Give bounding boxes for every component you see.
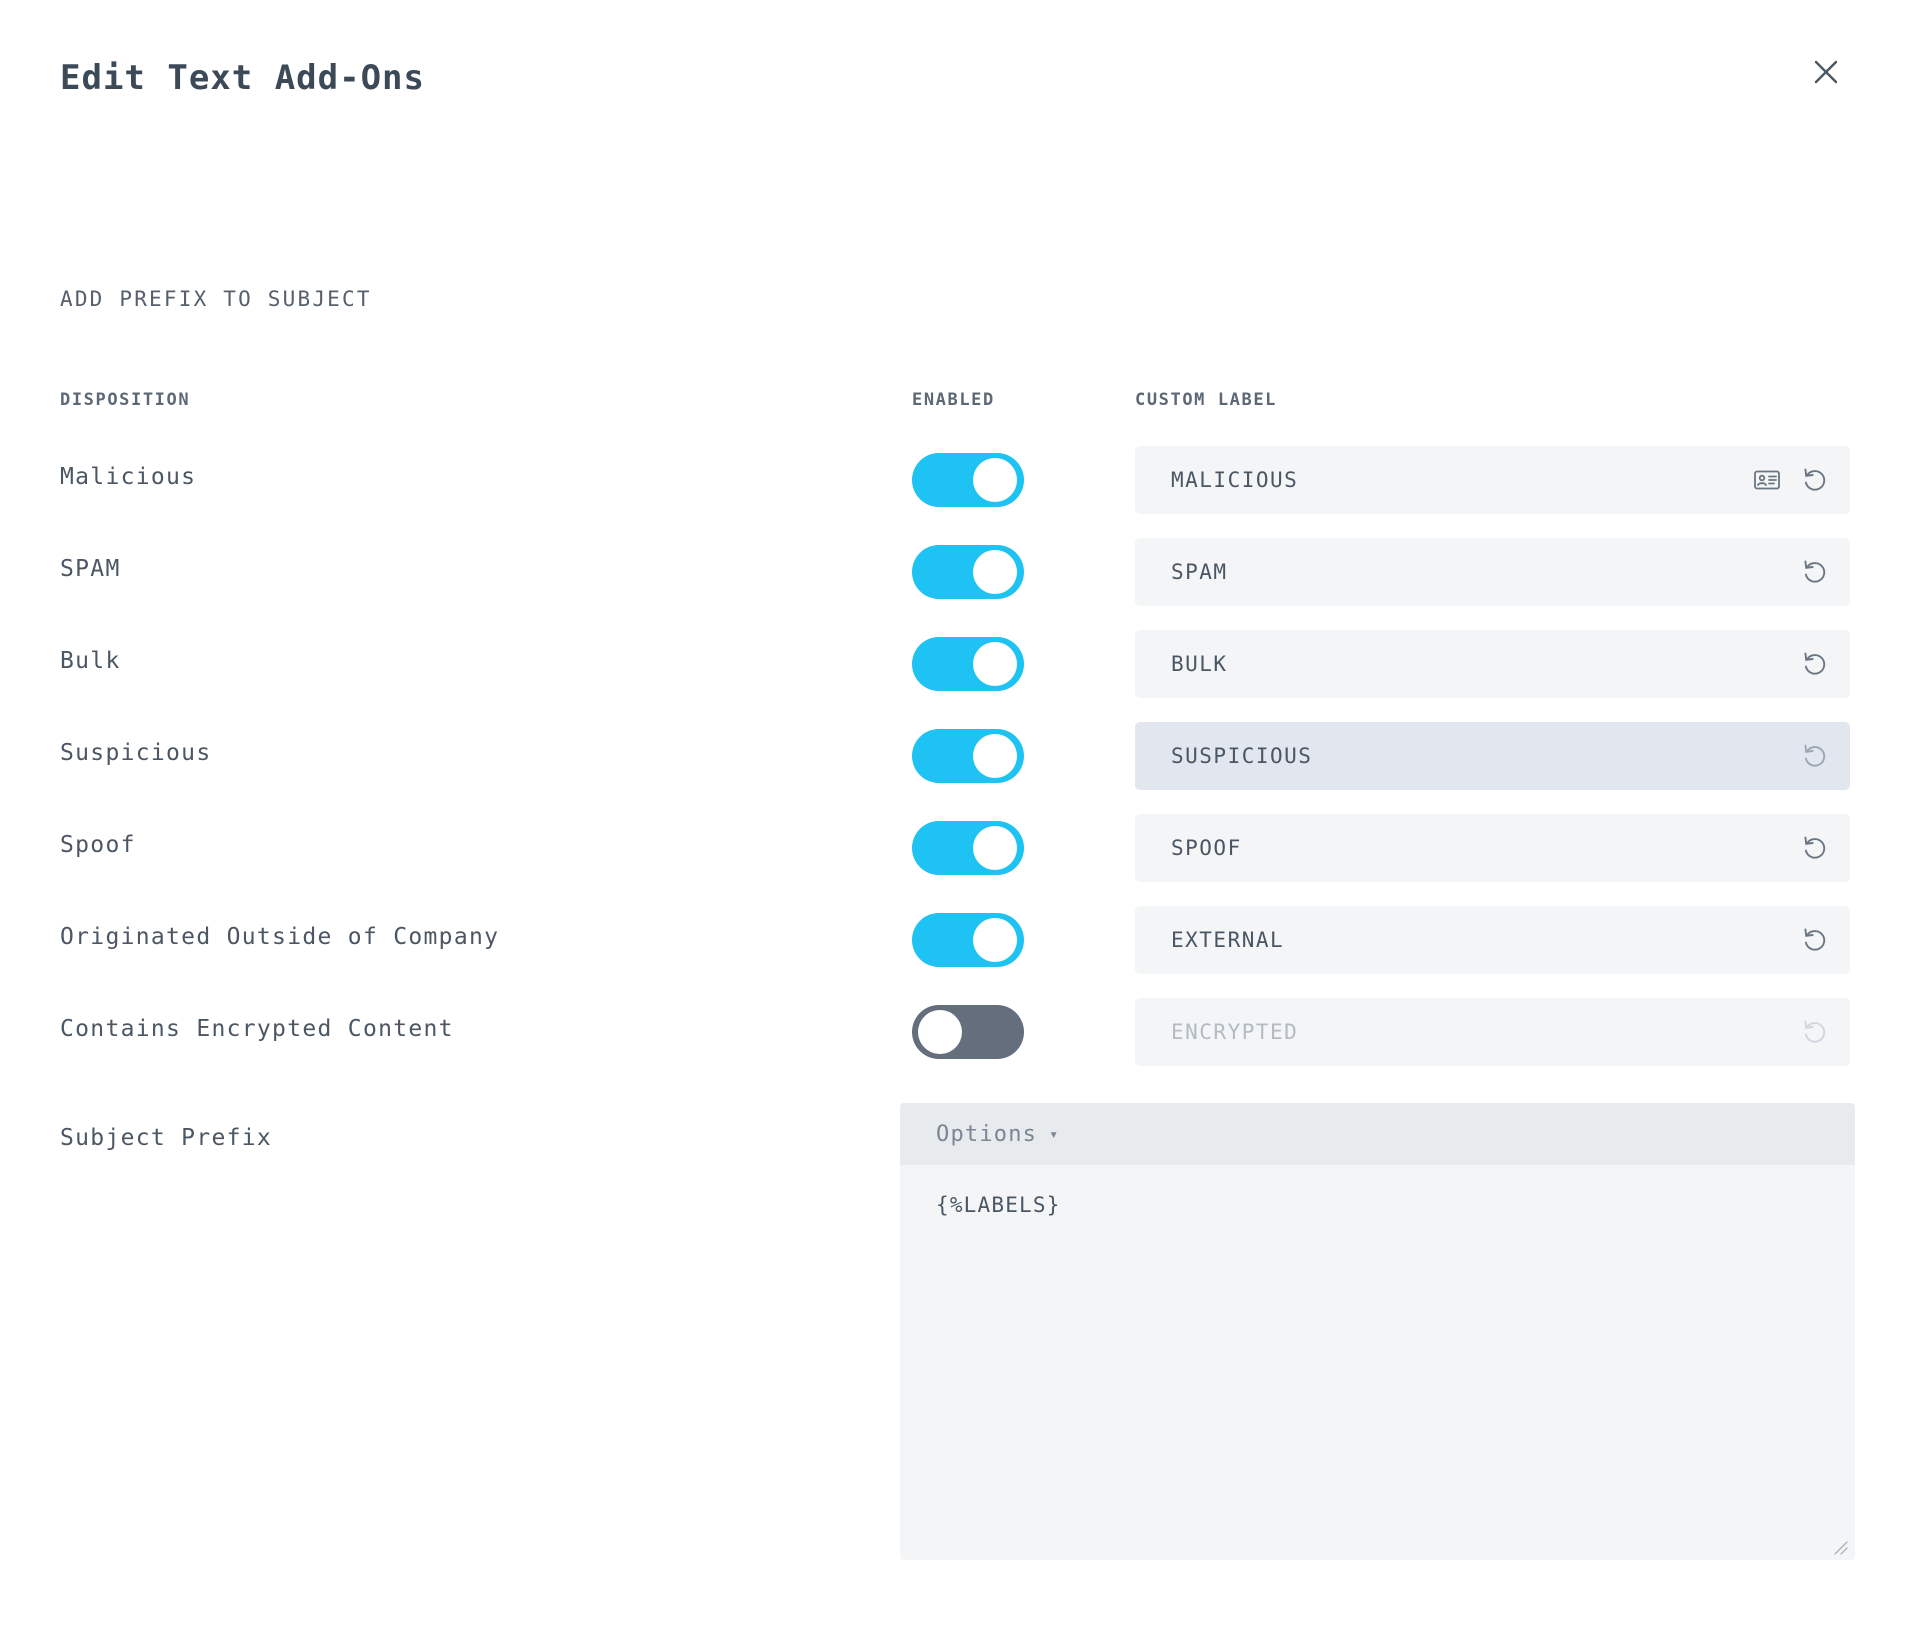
subject-prefix-textarea[interactable] bbox=[900, 1165, 1855, 1560]
disposition-table bbox=[60, 390, 1850, 1086]
reset-icon[interactable] bbox=[1798, 647, 1832, 681]
subject-prefix-label: Subject Prefix bbox=[60, 1125, 273, 1151]
custom-label-field-contains-encrypted[interactable] bbox=[1135, 998, 1850, 1066]
enabled-toggle-spoof[interactable] bbox=[912, 821, 1024, 875]
custom-label-field-suspicious[interactable] bbox=[1135, 722, 1850, 790]
custom-label-field-malicious[interactable] bbox=[1135, 446, 1850, 514]
chevron-down-icon: ▾ bbox=[1049, 1124, 1060, 1143]
section-label: ADD PREFIX TO SUBJECT bbox=[60, 287, 372, 311]
custom-label-field-bulk[interactable] bbox=[1135, 630, 1850, 698]
enabled-toggle-suspicious[interactable] bbox=[912, 729, 1024, 783]
enabled-toggle-spam[interactable] bbox=[912, 545, 1024, 599]
column-header-enabled: ENABLED bbox=[912, 390, 995, 410]
custom-label-field-spam[interactable] bbox=[1135, 538, 1850, 606]
toggle-knob bbox=[973, 918, 1017, 962]
reset-icon[interactable] bbox=[1798, 463, 1832, 497]
table-row bbox=[60, 994, 1850, 1086]
row-label-contains-encrypted: Contains Encrypted Content bbox=[60, 1016, 454, 1042]
editor-toolbar bbox=[900, 1103, 1855, 1165]
field-icon-group bbox=[1798, 739, 1832, 773]
subject-prefix-editor bbox=[900, 1103, 1855, 1560]
column-header-disposition: DISPOSITION bbox=[60, 390, 191, 410]
toggle-knob bbox=[973, 550, 1017, 594]
table-row bbox=[60, 902, 1850, 994]
field-icon-group bbox=[1750, 463, 1832, 497]
field-icon-group bbox=[1798, 831, 1832, 865]
custom-label-field-spoof[interactable] bbox=[1135, 814, 1850, 882]
close-icon[interactable] bbox=[1804, 50, 1848, 94]
custom-label-value: MALICIOUS bbox=[1171, 468, 1299, 492]
field-icon-group bbox=[1798, 555, 1832, 589]
subject-prefix-value: {%LABELS} bbox=[936, 1193, 1061, 1217]
table-row bbox=[60, 718, 1850, 810]
custom-label-value: SUSPICIOUS bbox=[1171, 744, 1313, 768]
custom-label-value: EXTERNAL bbox=[1171, 928, 1285, 952]
custom-label-value: ENCRYPTED bbox=[1171, 1020, 1299, 1044]
row-label-spam: SPAM bbox=[60, 556, 121, 582]
table-header-row bbox=[60, 390, 1850, 442]
field-icon-group bbox=[1798, 647, 1832, 681]
options-label: Options bbox=[936, 1121, 1038, 1147]
reset-icon[interactable] bbox=[1798, 923, 1832, 957]
enabled-toggle-originated-outside[interactable] bbox=[912, 913, 1024, 967]
dialog-header bbox=[60, 58, 425, 98]
custom-label-value: SPAM bbox=[1171, 560, 1228, 584]
field-icon-group bbox=[1798, 1015, 1832, 1049]
insert-variable-icon[interactable] bbox=[1750, 463, 1784, 497]
resize-handle-icon[interactable] bbox=[1831, 1538, 1849, 1556]
row-label-spoof: Spoof bbox=[60, 832, 136, 858]
reset-icon[interactable] bbox=[1798, 555, 1832, 589]
custom-label-field-originated-outside[interactable] bbox=[1135, 906, 1850, 974]
field-icon-group bbox=[1798, 923, 1832, 957]
toggle-knob bbox=[918, 1010, 962, 1054]
table-row bbox=[60, 534, 1850, 626]
custom-label-value: BULK bbox=[1171, 652, 1228, 676]
table-row bbox=[60, 626, 1850, 718]
reset-icon[interactable] bbox=[1798, 739, 1832, 773]
reset-icon[interactable] bbox=[1798, 831, 1832, 865]
row-label-suspicious: Suspicious bbox=[60, 740, 212, 766]
enabled-toggle-malicious[interactable] bbox=[912, 453, 1024, 507]
row-label-originated-outside: Originated Outside of Company bbox=[60, 924, 500, 950]
toggle-knob bbox=[973, 734, 1017, 778]
page-title: Edit Text Add-Ons bbox=[60, 58, 425, 98]
toggle-knob bbox=[973, 642, 1017, 686]
toggle-knob bbox=[973, 826, 1017, 870]
row-label-bulk: Bulk bbox=[60, 648, 121, 674]
reset-icon bbox=[1798, 1015, 1832, 1049]
options-dropdown[interactable] bbox=[936, 1122, 1059, 1147]
column-header-custom-label: CUSTOM LABEL bbox=[1135, 390, 1278, 410]
toggle-knob bbox=[973, 458, 1017, 502]
table-row bbox=[60, 442, 1850, 534]
enabled-toggle-bulk[interactable] bbox=[912, 637, 1024, 691]
table-row bbox=[60, 810, 1850, 902]
row-label-malicious: Malicious bbox=[60, 464, 197, 490]
custom-label-value: SPOOF bbox=[1171, 836, 1242, 860]
enabled-toggle-contains-encrypted[interactable] bbox=[912, 1005, 1024, 1059]
